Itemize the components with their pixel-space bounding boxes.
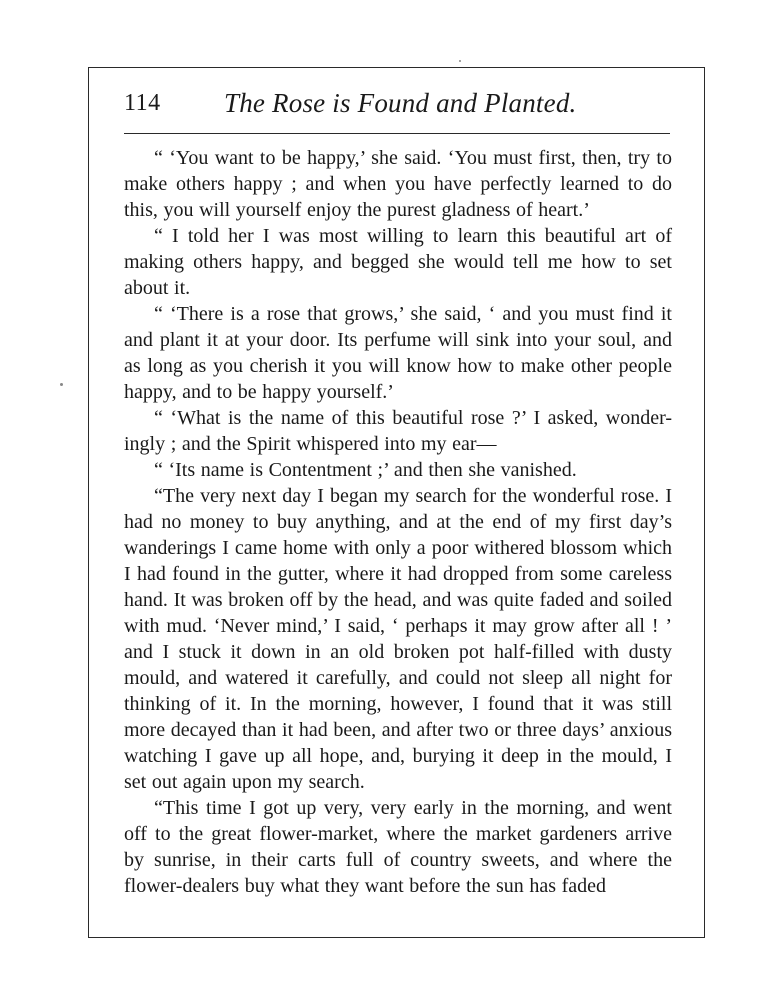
body-text bbox=[124, 145, 672, 899]
scan-speck bbox=[459, 60, 461, 62]
paragraph: “ ‘You want to be happy,’ she said. ‘You must first, then, try to make others happy ; and when you have perfectly learned to do this, you will yourself enjoy the purest gladness of heart.’ bbox=[124, 147, 672, 221]
paragraph: “ I told her I was most willing to learn this beautiful art of making others happy, and begged she would tell me how to set about it. bbox=[124, 225, 672, 299]
scan-speck bbox=[60, 383, 63, 386]
running-title: The Rose is Found and Planted. bbox=[224, 88, 577, 118]
paragraph: “The very next day I began my search for the wonderful rose. I had no money to buy anything, and at the end of my first day’s wanderings I came home with only a poor withered blossom which I had found in the gutter, where it had dropped from some careless hand. It was broken off by the head, and was quite faded and soiled with mud. ‘Never mind,’ I said, ‘ perhaps it may grow after all ! ’ and I stuck it down in an old broken pot half-filled with dusty mould, and watered it carefully, and could not sleep all night for thinking of it. In the morning, however, I found that it was still more decayed than it had been, and after two or three days’ anxious watching I gave up all hope, and, burying it deep in the mould, I set out again upon my search. bbox=[124, 485, 672, 793]
page-header bbox=[124, 88, 670, 124]
paragraph: “ ‘What is the name of this beautiful rose ?’ I asked, wonder-ingly ; and the Spirit whispered into my ear— bbox=[124, 407, 672, 455]
header-rule bbox=[124, 133, 670, 134]
page-number: 114 bbox=[124, 90, 161, 116]
paragraph: “ ‘Its name is Contentment ;’ and then she vanished. bbox=[154, 459, 577, 481]
paragraph: “This time I got up very, very early in the morning, and went off to the great flower-market, where the market gardeners arrive by sunrise, in their carts full of country sweets, and where the flower-dealers buy what they want before the sun has faded bbox=[124, 797, 672, 897]
paragraph: “ ‘There is a rose that grows,’ she said, ‘ and you must find it and plant it at your door. Its perfume will sink into your soul, and as long as you cherish it you will know how to make other people happy, and to be happy yourself.’ bbox=[124, 303, 672, 403]
